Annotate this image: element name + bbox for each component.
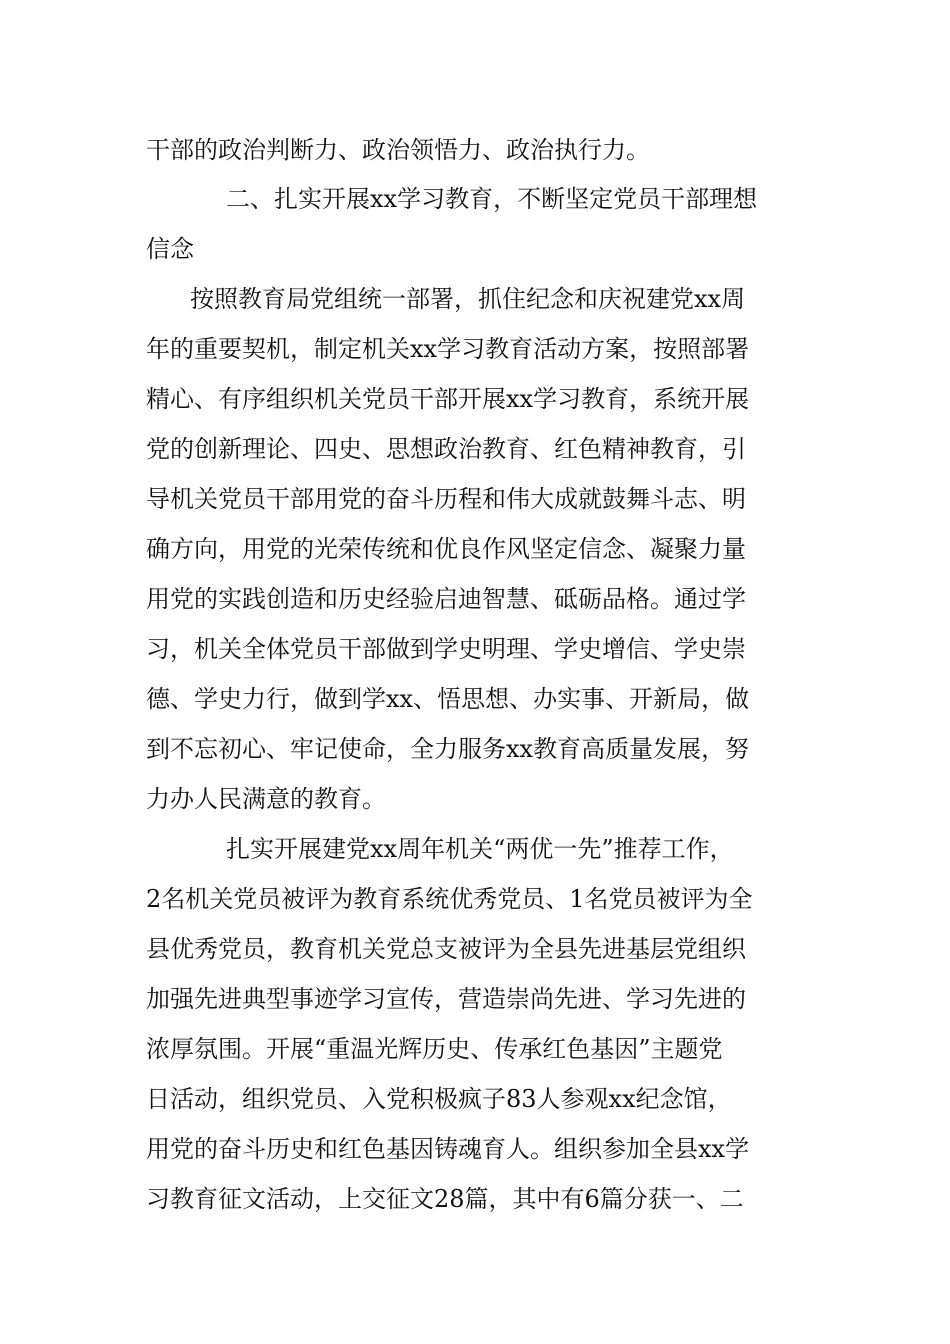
- text-line: 习教育征文活动，上交征文28篇，其中有6篇分获一、二: [146, 1185, 744, 1213]
- text-line: 力办人民满意的教育。: [146, 785, 386, 813]
- text-line: 年的重要契机，制定机关xx学习教育活动方案，按照部署: [146, 335, 750, 363]
- text-line: 干部的政治判断力、政治领悟力、政治执行力。: [146, 136, 650, 164]
- text-line: 德、学史力行，做到学xx、悟思想、办实事、开新局，做: [146, 685, 750, 713]
- text-line: 用党的奋斗历史和红色基因铸魂育人。组织参加全县xx学: [146, 1135, 750, 1163]
- text-line: 按照教育局党组统一部署，抓住纪念和庆祝建党xx周: [190, 285, 746, 313]
- text-line: 党的创新理论、四史、思想政治教育、红色精神教育，引: [146, 435, 746, 463]
- text-line: 习，机关全体党员干部做到学史明理、学史增信、学史崇: [146, 635, 746, 663]
- text-line: 2名机关党员被评为教育系统优秀党员、1名党员被评为全: [146, 885, 753, 913]
- text-line: 日活动，组织党员、入党积极疯子83人参观xx纪念馆，: [146, 1085, 732, 1113]
- section-heading-continued: 信念: [146, 235, 194, 263]
- text-line: 用党的实践创造和历史经验启迪智慧、砥砺品格。通过学: [146, 585, 746, 613]
- text-line: 加强先进典型事迹学习宣传，营造崇尚先进、学习先进的: [146, 985, 746, 1013]
- text-line: 精心、有序组织机关党员干部开展xx学习教育，系统开展: [146, 385, 750, 413]
- text-line: 浓厚氛围。开展“重温光辉历史、传承红色基因”主题党: [146, 1035, 723, 1063]
- text-line: 县优秀党员，教育机关党总支被评为全县先进基层党组织: [146, 935, 746, 963]
- text-line: 确方向，用党的光荣传统和优良作风坚定信念、凝聚力量: [146, 535, 746, 563]
- text-line: 扎实开展建党xx周年机关“两优一先”推荐工作，: [226, 835, 734, 863]
- text-line: 到不忘初心、牢记使命，全力服务xx教育高质量发展，努: [146, 735, 750, 763]
- section-heading: 二、扎实开展xx学习教育，不断坚定党员干部理想: [226, 185, 758, 213]
- text-line: 导机关党员干部用党的奋斗历程和伟大成就鼓舞斗志、明: [146, 485, 746, 513]
